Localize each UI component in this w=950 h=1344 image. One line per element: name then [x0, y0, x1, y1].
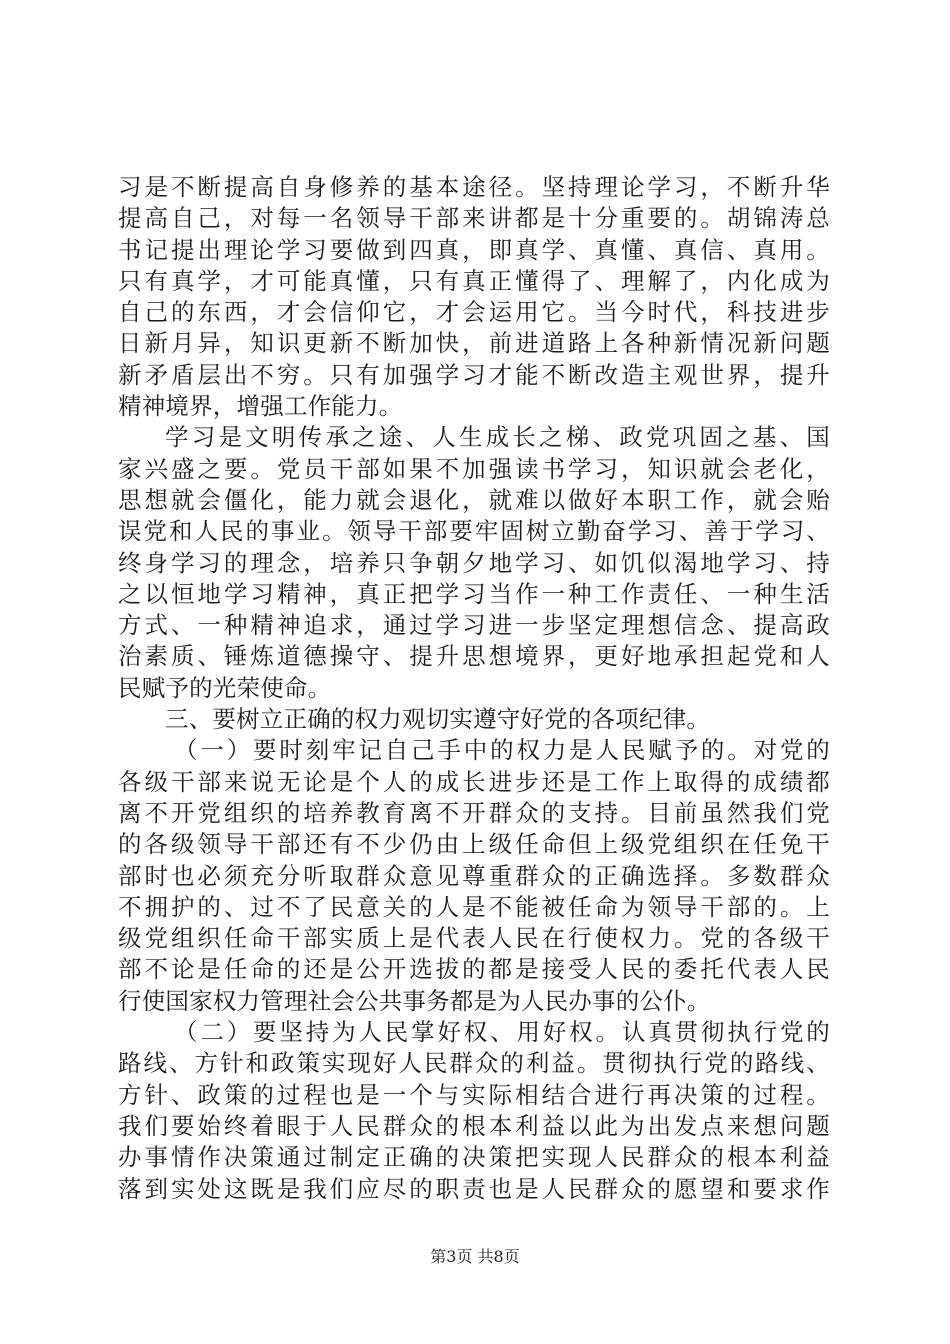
- text-line: 离不开党组织的培养教育离不开群众的支持。目前虽然我们党: [118, 798, 830, 827]
- text-line: 的各级领导干部还有不少仍由上级任命但上级党组织在任免干: [118, 830, 830, 859]
- text-line: 部不论是任命的还是公开选拔的都是接受人民的委托代表人民: [118, 955, 830, 984]
- text-line: 治素质、锤炼道德操守、提升思想境界，更好地承担起党和人: [118, 642, 830, 671]
- text-line: 家兴盛之要。党员干部如果不加强读书学习，知识就会老化，: [118, 454, 830, 483]
- text-line: 提高自己，对每一名领导干部来讲都是十分重要的。胡锦涛总: [118, 204, 830, 233]
- paragraph: [118, 704, 830, 735]
- text-line: 落到实处这既是我们应尽的职责也是人民群众的愿望和要求作: [118, 1174, 830, 1203]
- text-line: 思想就会僵化，能力就会退化，就难以做好本职工作，就会贻: [118, 485, 830, 514]
- text-line: 我们要始终着眼于人民群众的根本利益以此为出发点来想问题: [118, 1111, 830, 1140]
- text-line: 方式、一种精神追求，通过学习进一步坚定理想信念、提高政: [118, 611, 830, 640]
- text-line: 行使国家权力管理社会公共事务都是为人民办事的公仆。: [118, 986, 711, 1015]
- text-line: 新矛盾层出不穷。只有加强学习才能不断改造主观世界，提升: [118, 360, 830, 389]
- text-line: 终身学习的理念，培养只争朝夕地学习、如饥似渴地学习、持: [118, 548, 830, 577]
- text-line: 只有真学，才可能真懂，只有真正懂得了、理解了，内化成为: [118, 266, 830, 295]
- text-line: 级党组织任命干部实质上是代表人民在行使权力。党的各级干: [118, 924, 830, 953]
- text-line: 办事情作决策通过制定正确的决策把实现人民群众的根本利益: [118, 1143, 830, 1172]
- text-line: 习是不断提高自身修养的基本途径。坚持理论学习，不断升华: [118, 173, 830, 201]
- page-footer: 第3页 共8页: [430, 1247, 520, 1266]
- text-line: 误党和人民的事业。领导干部要牢固树立勤奋学习、善于学习、: [118, 517, 830, 546]
- text-line: 日新月异，知识更新不断加快，前进道路上各种新情况新问题: [118, 329, 830, 358]
- text-line: 民赋予的光荣使命。: [118, 673, 332, 702]
- text-line: 学习是文明传承之途、人生成长之梯、政党巩固之基、国: [165, 423, 830, 452]
- paragraph: [118, 735, 830, 1017]
- text-line: （二）要坚持为人民掌好权、用好权。认真贯彻执行党的: [174, 1018, 830, 1047]
- paragraph: [118, 172, 830, 422]
- text-line: 方针、政策的过程也是一个与实际相结合进行再决策的过程。: [118, 1080, 830, 1109]
- text-line: 精神境界，增强工作能力。: [118, 392, 403, 421]
- text-line: 不拥护的、过不了民意关的人是不能被任命为领导干部的。上: [118, 892, 830, 921]
- text-line: 部时也必须充分听取群众意见尊重群众的正确选择。多数群众: [118, 861, 830, 890]
- text-line: 书记提出理论学习要做到四真，即真学、真懂、真信、真用。: [118, 235, 830, 264]
- document-body: [118, 172, 830, 1205]
- paragraph: [118, 422, 830, 704]
- text-line: （一）要时刻牢记自己手中的权力是人民赋予的。对党的: [174, 736, 830, 765]
- text-line: 自己的东西，才会信仰它，才会运用它。当今时代，科技进步: [118, 298, 830, 327]
- text-line: 路线、方针和政策实现好人民群众的利益。贯彻执行党的路线、: [118, 1049, 830, 1078]
- text-line: 三、要树立正确的权力观切实遵守好党的各项纪律。: [165, 705, 711, 734]
- paragraph: [118, 1017, 830, 1205]
- text-line: 之以恒地学习精神，真正把学习当作一种工作责任、一种生活: [118, 579, 830, 608]
- text-line: 各级干部来说无论是个人的成长进步还是工作上取得的成绩都: [118, 767, 830, 796]
